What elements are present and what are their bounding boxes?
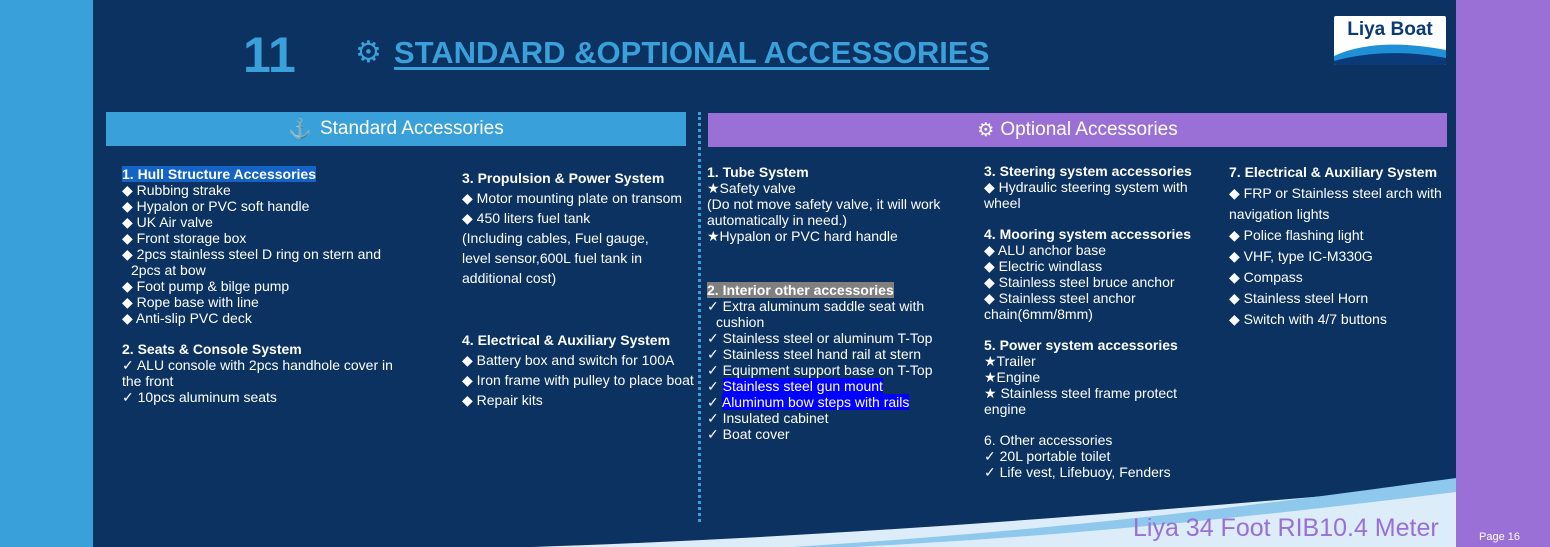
list-item: automatically in need.) xyxy=(707,212,848,228)
list-item: cushion xyxy=(716,314,765,330)
other-section-title: 6. Other accessories xyxy=(984,432,1113,448)
list-item: wheel xyxy=(984,195,1021,211)
list-item: level sensor,600L fuel tank in xyxy=(462,250,643,266)
list-item: ◆ Switch with 4/7 buttons xyxy=(1229,311,1387,327)
list-item: ◆ Hypalon or PVC soft handle xyxy=(122,198,310,214)
list-item: ✓ Extra aluminum saddle seat with xyxy=(707,298,925,314)
slide-canvas xyxy=(93,0,1456,547)
list-item: ★ Stainless steel frame protect xyxy=(984,385,1178,401)
logo-text: Liya Boat xyxy=(1347,19,1433,40)
optional-header-label: Optional Accessories xyxy=(1000,119,1178,140)
interior-section-title: 2. Interior other accessories xyxy=(707,282,894,298)
gear-icon: ⚙ xyxy=(355,36,382,69)
list-item: chain(6mm/8mm) xyxy=(984,306,1093,322)
electrical-section-title: 4. Electrical & Auxiliary System xyxy=(462,332,671,348)
list-item: ◆ Motor mounting plate on transom xyxy=(462,190,683,206)
list-item: ◆ Stainless steel Horn xyxy=(1229,290,1369,306)
list-item: ◆ Hydraulic steering system with xyxy=(984,179,1188,195)
list-item: ✓ Aluminum bow steps with rails xyxy=(707,394,910,410)
list-item: navigation lights xyxy=(1229,206,1330,222)
list-item: ✓ Stainless steel or aluminum T-Top xyxy=(707,330,933,346)
optional-column-2 xyxy=(984,163,1224,480)
slide-number: 11 xyxy=(243,27,296,83)
list-item: ★Engine xyxy=(984,369,1041,385)
standard-accessories-header xyxy=(106,112,686,146)
list-item: ◆ Front storage box xyxy=(122,230,247,246)
standard-column-2 xyxy=(462,168,702,410)
list-item: ✓ Insulated cabinet xyxy=(707,410,829,426)
list-item: ◆ Stainless steel anchor xyxy=(984,290,1136,306)
right-accent-strip xyxy=(1456,0,1550,547)
list-item: ◆ Foot pump & bilge pump xyxy=(122,278,290,294)
logo-wave-icon xyxy=(1334,16,1446,65)
list-item: ◆ 2pcs stainless steel D ring on stern and xyxy=(122,246,382,262)
list-item: ✓ 10pcs aluminum seats xyxy=(122,389,277,405)
hull-section-title: 1. Hull Structure Accessories xyxy=(122,166,317,182)
tube-section-title: 1. Tube System xyxy=(707,164,809,180)
list-item: ✓ Life vest, Lifebuoy, Fenders xyxy=(984,464,1171,480)
list-item: ◆ Battery box and switch for 100A xyxy=(462,352,675,368)
list-item: additional cost) xyxy=(462,270,557,286)
list-item: ◆ ALU anchor base xyxy=(984,242,1107,258)
seats-section-title: 2. Seats & Console System xyxy=(122,341,302,357)
list-item: ◆ Rope base with line xyxy=(122,294,259,310)
list-item: ✓ Equipment support base on T-Top xyxy=(707,362,933,378)
slide-title[interactable]: STANDARD &OPTIONAL ACCESSORIES xyxy=(393,35,990,70)
electrical-optional-section-title: 7. Electrical & Auxiliary System xyxy=(1229,164,1438,180)
steering-section-title: 3. Steering system accessories xyxy=(984,163,1192,179)
list-item: ◆ Compass xyxy=(1229,269,1303,285)
page-number: Page 16 xyxy=(1479,531,1520,543)
list-item: engine xyxy=(984,401,1027,417)
list-item: ✓ ALU console with 2pcs handhole cover in xyxy=(122,357,393,373)
list-item: ✓ Stainless steel gun mount xyxy=(707,378,883,394)
list-item: ◆ Repair kits xyxy=(462,392,543,408)
optional-column-3 xyxy=(1229,162,1454,330)
mooring-section-title: 4. Mooring system accessories xyxy=(984,226,1191,242)
left-accent-strip xyxy=(0,0,93,547)
list-item: ◆ UK Air valve xyxy=(122,214,213,230)
list-item: ◆ Iron frame with pulley to place boat xyxy=(462,372,694,388)
gear-icon: ⚙ xyxy=(977,119,995,141)
anchor-icon: ⚓ xyxy=(288,119,312,140)
list-item: the front xyxy=(122,373,174,389)
list-item: ✓ Stainless steel hand rail at stern xyxy=(707,346,922,362)
optional-accessories-header xyxy=(708,113,1447,147)
list-item: ✓ Boat cover xyxy=(707,426,790,442)
propulsion-section-title: 3. Propulsion & Power System xyxy=(462,170,665,186)
footer-model-title: Liya 34 Foot RIB10.4 Meter xyxy=(1133,514,1439,542)
list-item: ◆ Anti-slip PVC deck xyxy=(122,310,252,326)
list-item: ◆ FRP or Stainless steel arch with xyxy=(1229,185,1442,201)
list-item: (Do not move safety valve, it will work xyxy=(707,196,941,212)
list-item: ★Hypalon or PVC hard handle xyxy=(707,228,898,244)
power-section-title: 5. Power system accessories xyxy=(984,337,1178,353)
list-item: ◆ 450 liters fuel tank xyxy=(462,210,591,226)
standard-column-1 xyxy=(122,166,442,405)
title-group xyxy=(355,35,989,71)
standard-header-label: Standard Accessories xyxy=(319,118,504,139)
list-item: ◆ Police flashing light xyxy=(1229,227,1364,243)
logo xyxy=(1334,16,1446,65)
list-item: ◆ VHF, type IC-M330G xyxy=(1229,248,1373,264)
optional-column-1 xyxy=(707,164,977,442)
list-item: ★Safety valve xyxy=(707,180,796,196)
list-item: 2pcs at bow xyxy=(131,262,206,278)
list-item: (Including cables, Fuel gauge, xyxy=(462,230,649,246)
list-item: ◆ Stainless steel bruce anchor xyxy=(984,274,1175,290)
list-item: ✓ 20L portable toilet xyxy=(984,448,1111,464)
list-item: ◆ Electric windlass xyxy=(984,258,1103,274)
list-item: ◆ Rubbing strake xyxy=(122,182,231,198)
list-item: ★Trailer xyxy=(984,353,1036,369)
